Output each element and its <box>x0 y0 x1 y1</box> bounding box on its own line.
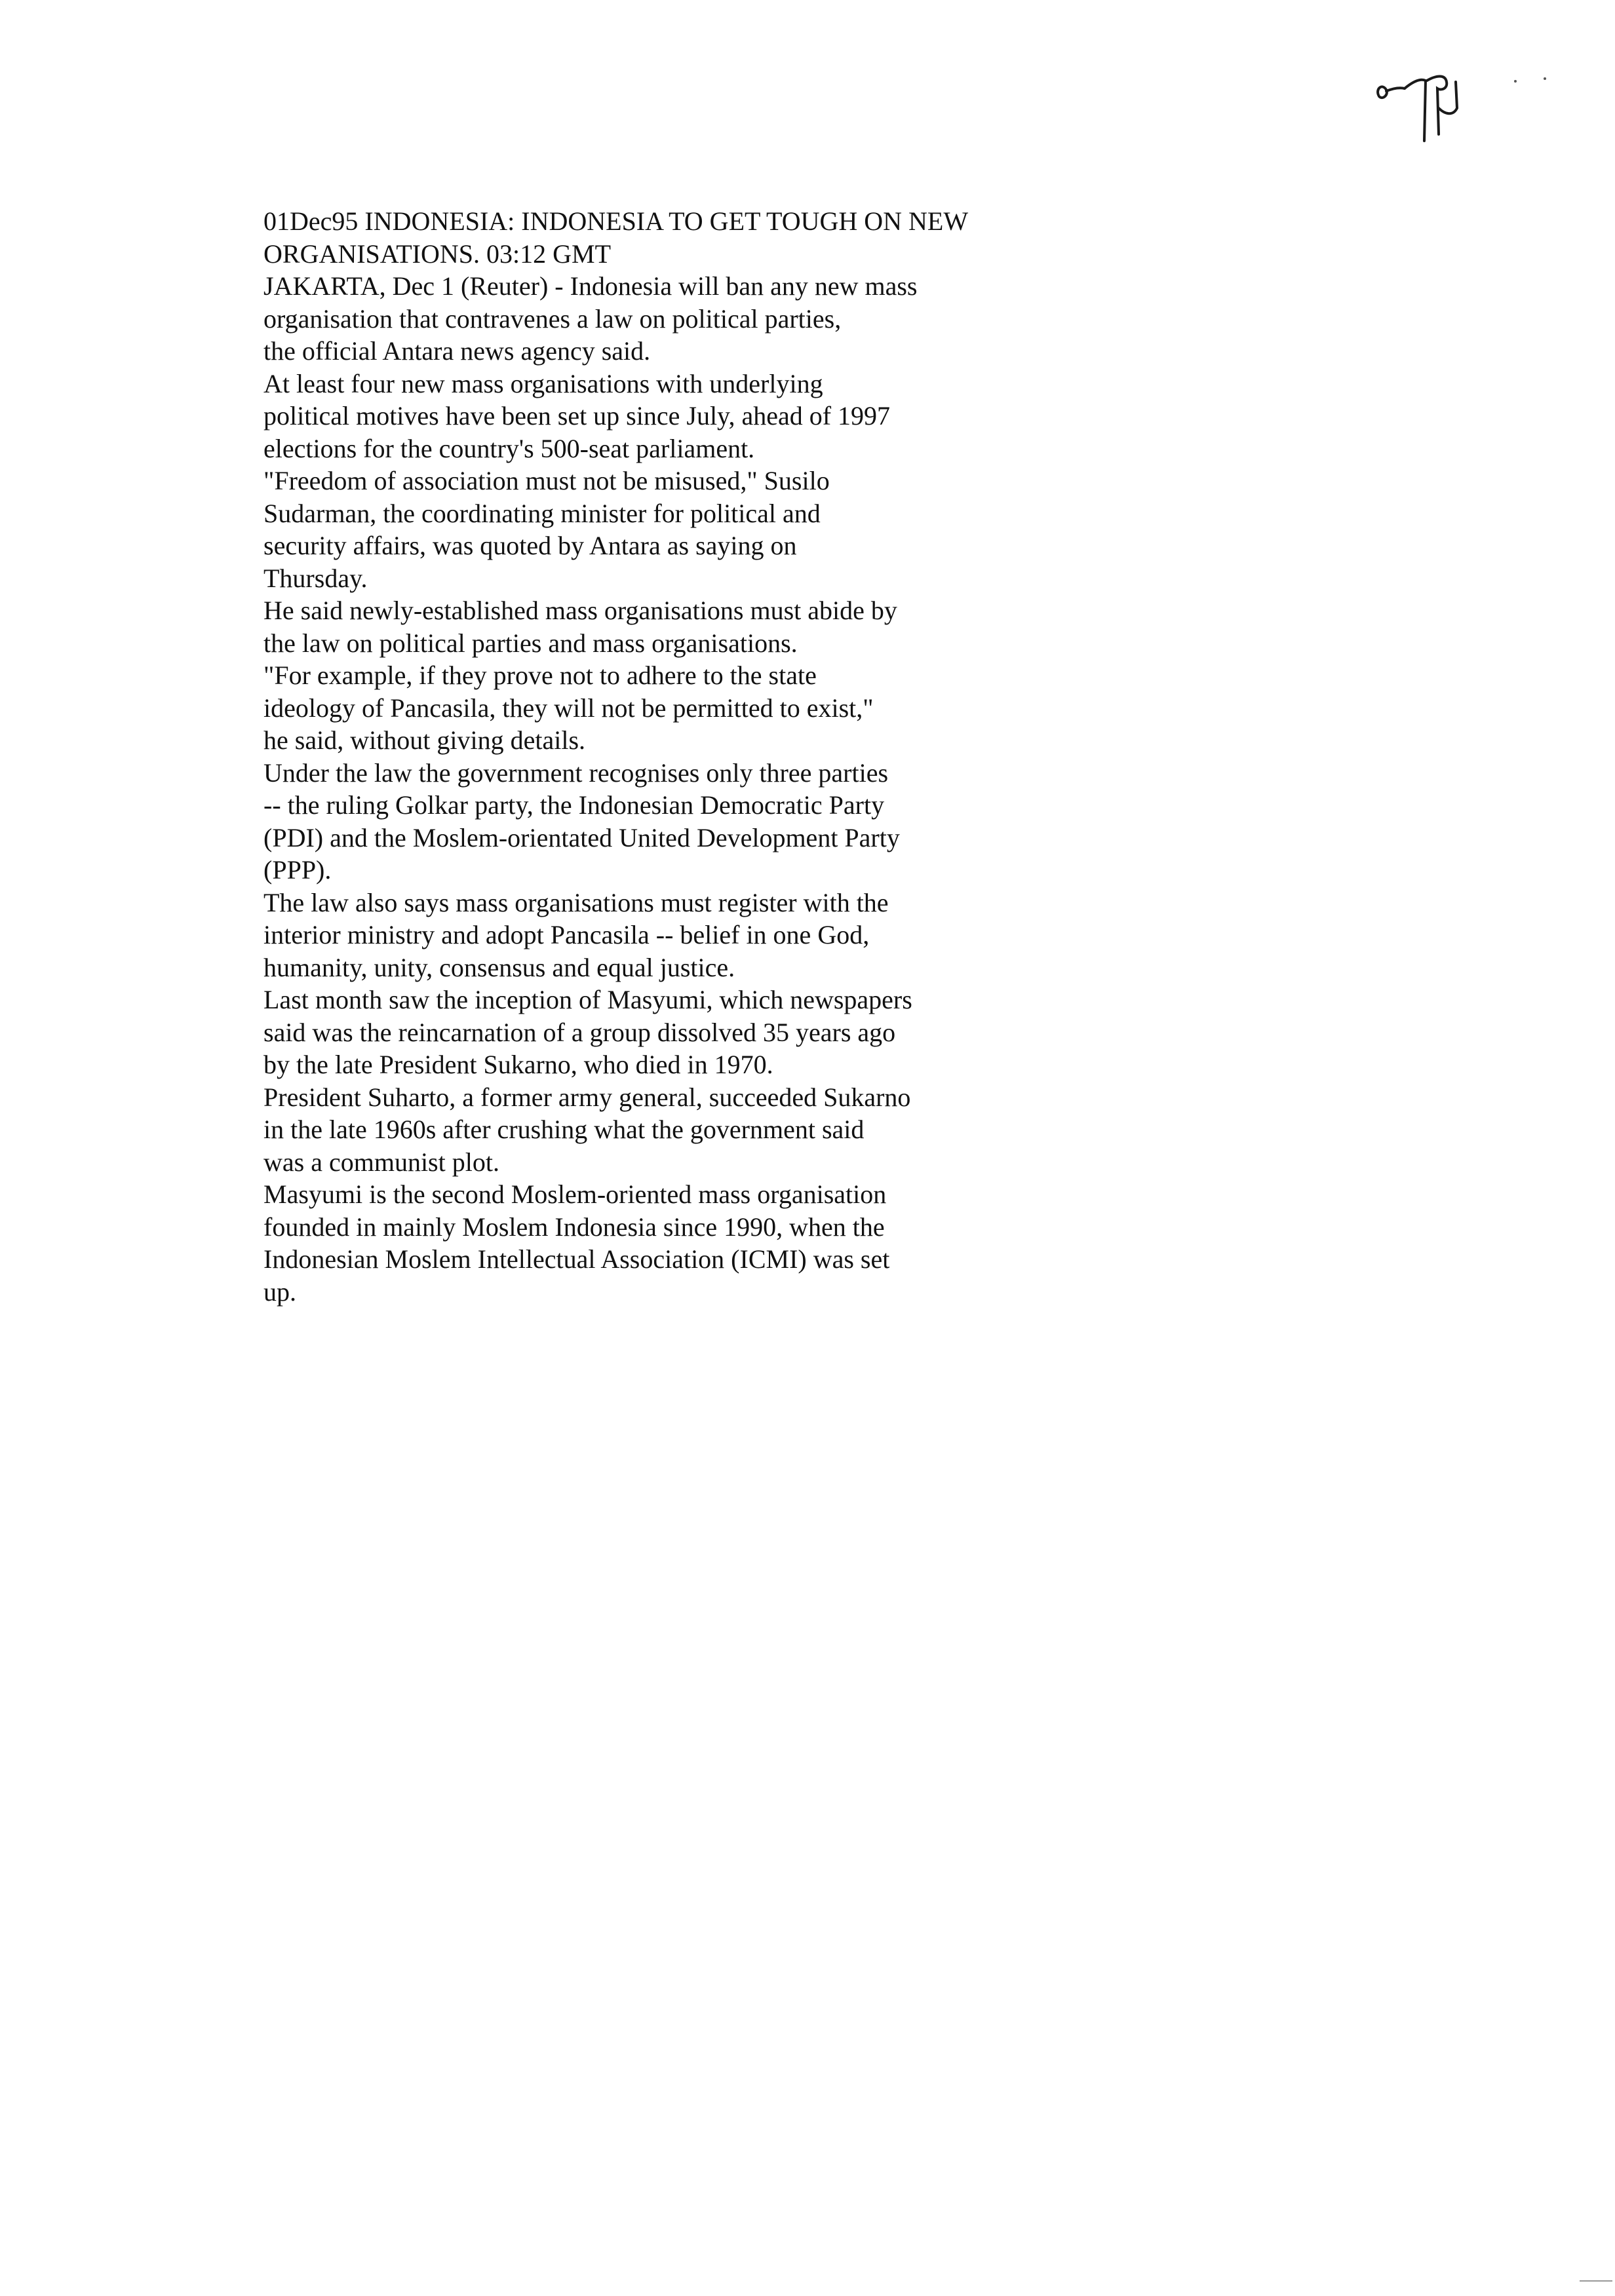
article-line: "Freedom of association must not be misused," Susilo <box>263 466 830 495</box>
news-article <box>263 205 1102 1308</box>
article-line: by the late President Sukarno, who died in 1970. <box>263 1050 773 1079</box>
speck <box>1544 77 1546 80</box>
article-line: interior ministry and adopt Pancasila -- belief in one God, <box>263 920 870 949</box>
article-line: -- the ruling Golkar party, the Indonesian Democratic Party <box>263 790 885 820</box>
article-line: said was the reincarnation of a group dissolved 35 years ago <box>263 1017 896 1047</box>
article-line: Indonesian Moslem Intellectual Association (ICMI) was set <box>263 1244 890 1274</box>
article-line: President Suharto, a former army general, succeeded Sukarno <box>263 1082 911 1112</box>
headline-line: 01Dec95 INDONESIA: INDONESIA TO GET TOUGH ON NEW <box>263 206 969 236</box>
article-line: security affairs, was quoted by Antara as saying on <box>263 531 797 560</box>
article-line: JAKARTA, Dec 1 (Reuter) - Indonesia will ban any new mass <box>263 271 918 301</box>
article-line: Masyumi is the second Moslem-oriented mass organisation <box>263 1179 887 1209</box>
article-line: (PDI) and the Moslem-orientated United Development Party <box>263 822 900 852</box>
article-line: The law also says mass organisations must register with the <box>263 887 889 917</box>
article-line: in the late 1960s after crushing what the government said <box>263 1115 865 1144</box>
article-line: was a communist plot. <box>263 1147 499 1177</box>
article-line: elections for the country's 500-seat parliament. <box>263 433 755 463</box>
article-line: organisation that contravenes a law on political parties, <box>263 303 842 334</box>
article-line: humanity, unity, consensus and equal justice. <box>263 952 735 982</box>
article-line: founded in mainly Moslem Indonesia since 1990, when the <box>263 1212 885 1242</box>
article-line: Last month saw the inception of Masyumi, which newspapers <box>263 985 912 1014</box>
article-line: political motives have been set up since July, ahead of 1997 <box>263 401 891 430</box>
article-line: At least four new mass organisations with underlying <box>263 368 823 398</box>
article-line: ideology of Pancasila, they will not be permitted to exist," <box>263 693 874 723</box>
article-line: "For example, if they prove not to adhere to the state <box>263 660 817 690</box>
article-line: He said newly-established mass organisations must abide by <box>263 596 897 625</box>
article-line: Sudarman, the coordinating minister for political and <box>263 498 821 528</box>
article-line: Under the law the government recognises only three parties <box>263 757 889 788</box>
article-line: he said, without giving details. <box>263 725 586 755</box>
article-line: the law on political parties and mass organisations. <box>263 628 798 658</box>
scan-edge-mark <box>1580 2280 1612 2282</box>
scan-speckles <box>1508 72 1560 92</box>
article-line: up. <box>263 1276 296 1307</box>
article-line: (PPP). <box>263 855 332 885</box>
article-line: the official Antara news agency said. <box>263 336 651 366</box>
handwritten-initials-mark <box>1373 69 1481 151</box>
speck <box>1514 80 1517 83</box>
article-line: Thursday. <box>263 563 368 593</box>
headline-line: ORGANISATIONS. 03:12 GMT <box>263 239 612 269</box>
